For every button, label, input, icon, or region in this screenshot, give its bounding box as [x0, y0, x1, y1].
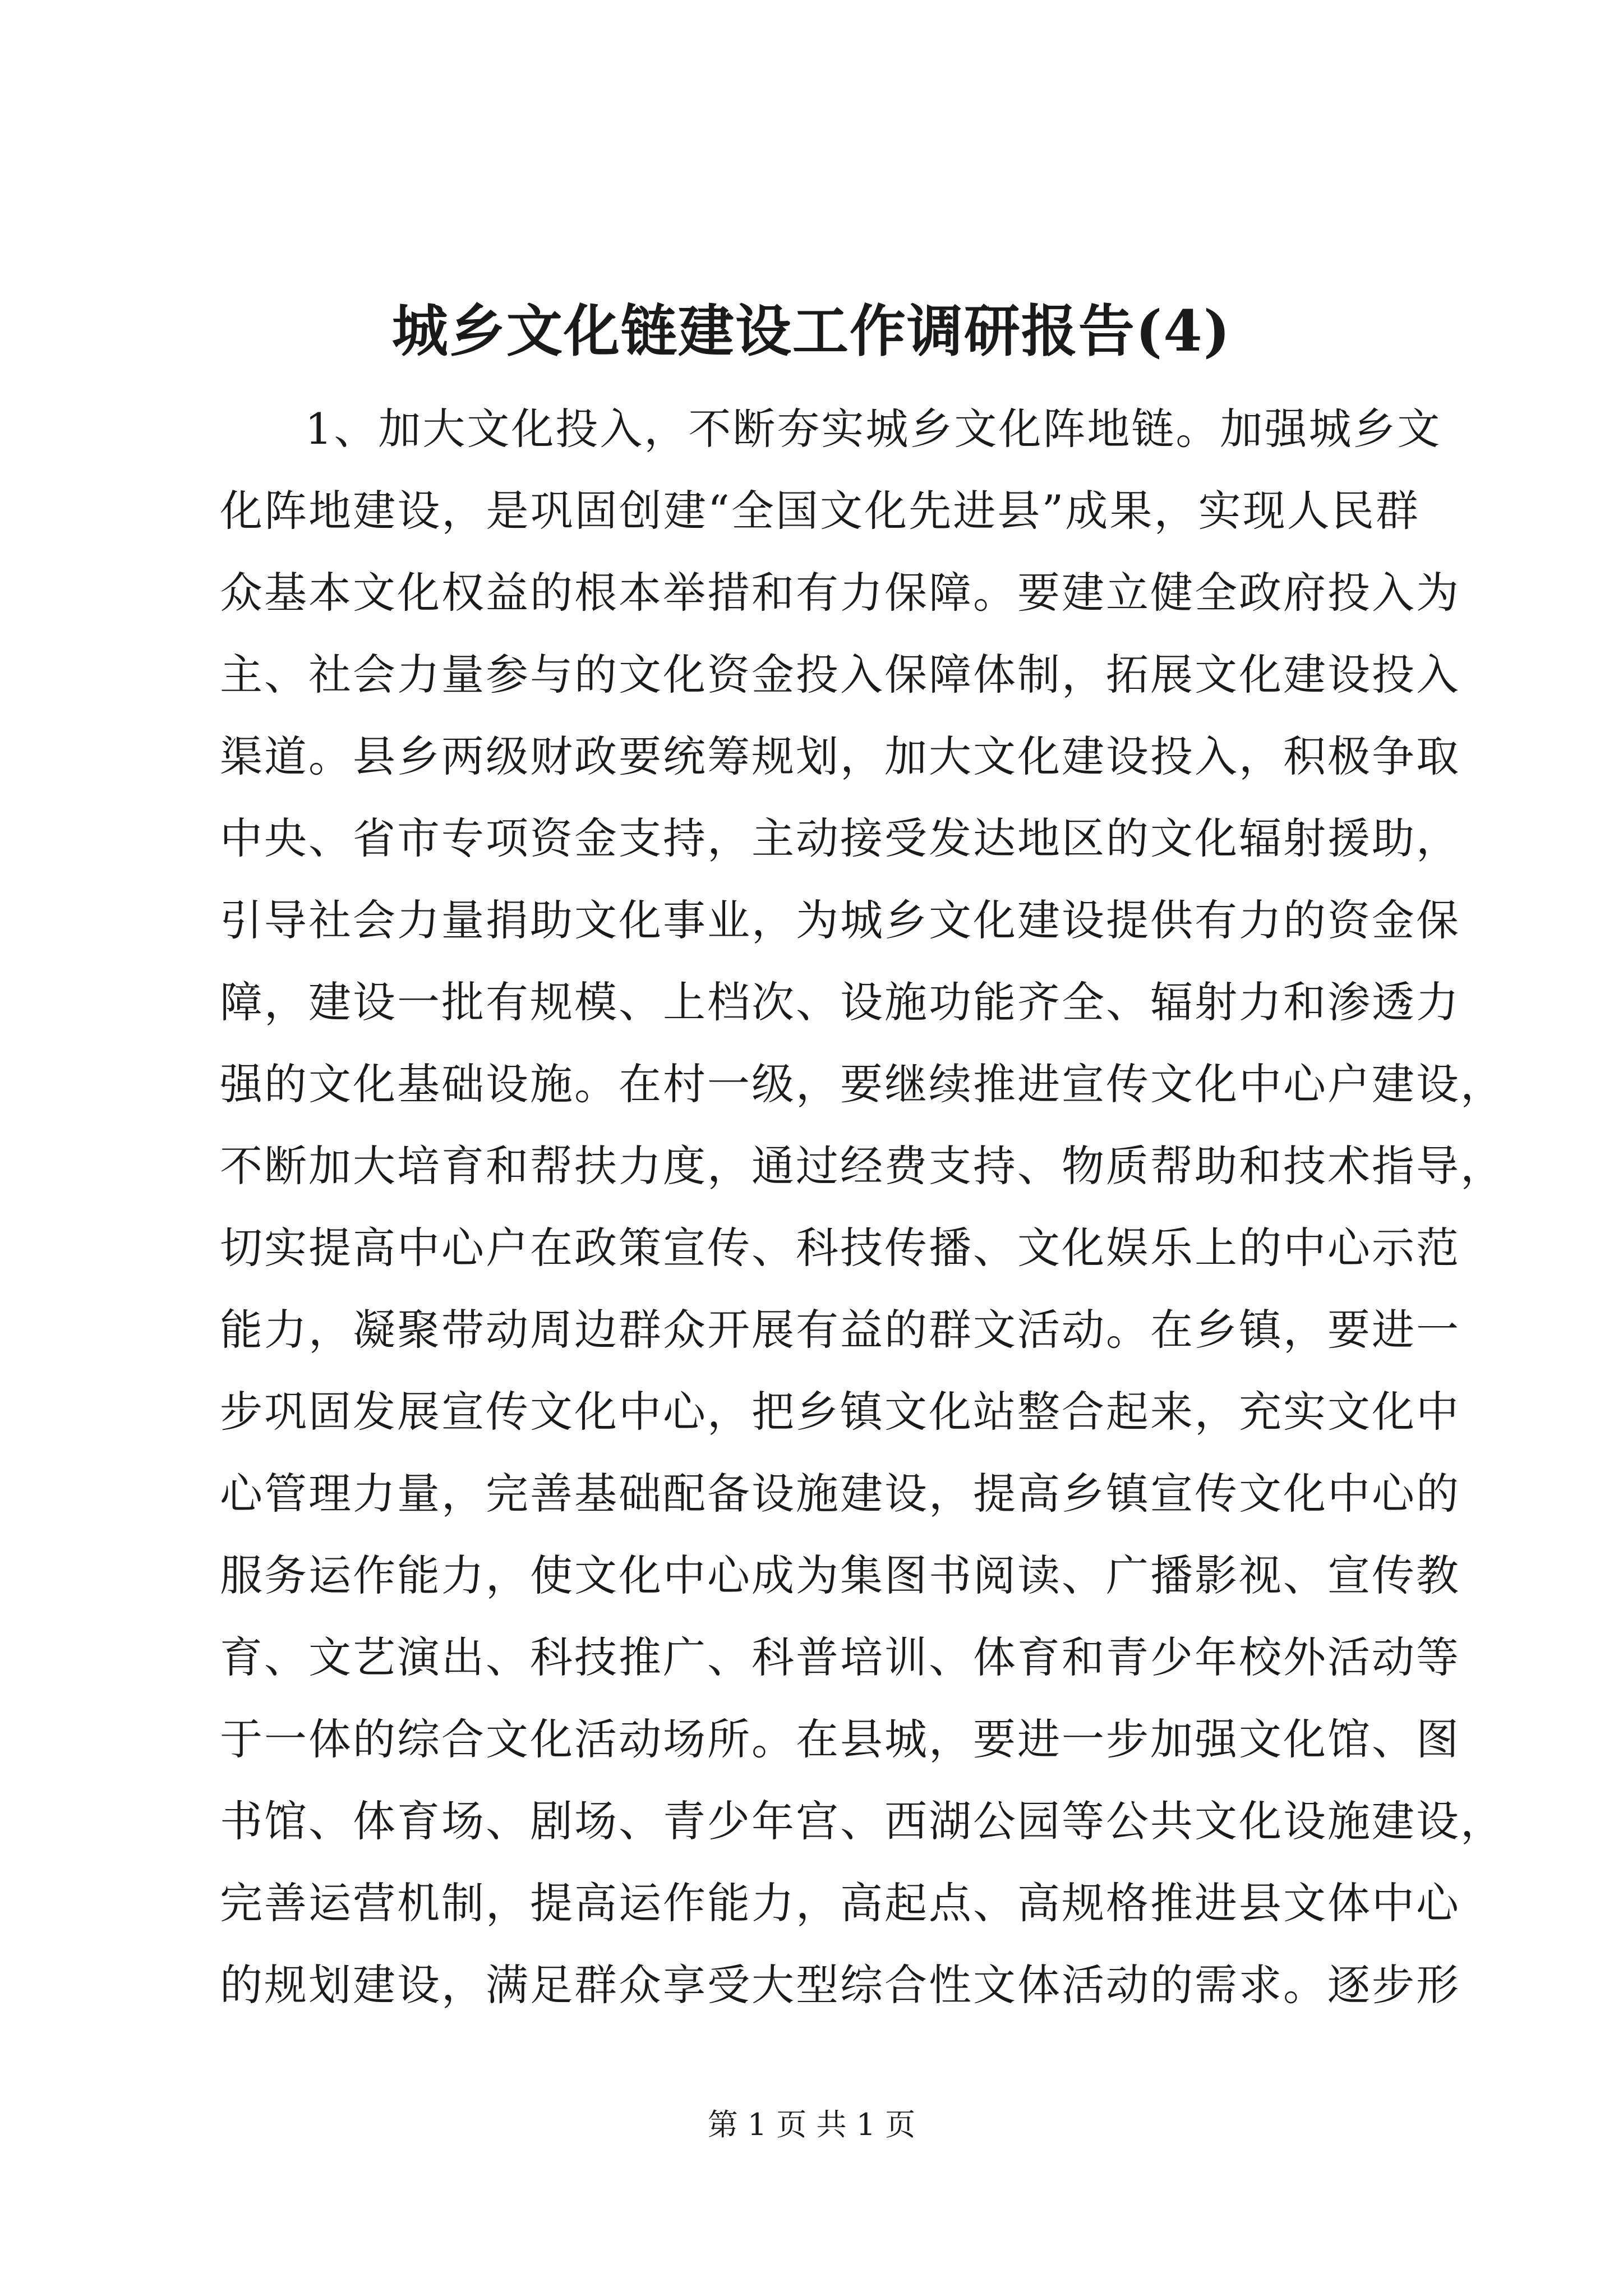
paragraph-line: 障，建设一批有规模、上档次、设施功能齐全、辐射力和渗透力 — [220, 977, 1460, 1027]
paragraph-line: 育、文艺演出、科技推广、科普培训、体育和青少年校外活动等 — [220, 1632, 1460, 1682]
paragraph-line: 众基本文化权益的根本举措和有力保障。要建立健全政府投入为 — [220, 568, 1460, 618]
paragraph-line: 化阵地建设，是巩固创建“全国文化先进县”成果，实现人民群 — [220, 486, 1420, 536]
document-title: 城乡文化链建设工作调研报告(4) — [391, 298, 1232, 364]
paragraph-line: 不断加大培育和帮扶力度，通过经费支持、物质帮助和技术指导， — [220, 1141, 1505, 1191]
body-paragraph — [220, 388, 1505, 2026]
paragraph-line: 切实提高中心户在政策宣传、科技传播、文化娱乐上的中心示范 — [220, 1223, 1460, 1273]
paragraph-line: 中央、省市专项资金支持，主动接受发达地区的文化辐射援助， — [220, 813, 1460, 863]
paragraph-line: 书馆、体育场、剧场、青少年宫、西湖公园等公共文化设施建设， — [220, 1796, 1505, 1846]
paragraph-line: 服务运作能力，使文化中心成为集图书阅读、广播影视、宣传教 — [220, 1550, 1460, 1600]
paragraph-line: 1、加大文化投入，不断夯实城乡文化阵地链。加强城乡文 — [305, 404, 1442, 454]
paragraph-line: 渠道。县乡两级财政要统筹规划，加大文化建设投入，积极争取 — [220, 731, 1460, 781]
paragraph-line: 心管理力量，完善基础配备设施建设，提高乡镇宣传文化中心的 — [220, 1469, 1460, 1519]
page-number-footer: 第 1 页 共 1 页 — [707, 2107, 916, 2142]
paragraph-line: 完善运营机制，提高运作能力，高起点、高规格推进县文体中心 — [220, 1878, 1460, 1928]
paragraph-line: 引导社会力量捐助文化事业，为城乡文化建设提供有力的资金保 — [220, 895, 1460, 945]
paragraph-line: 的规划建设，满足群众享受大型综合性文体活动的需求。逐步形 — [220, 1960, 1460, 2010]
paragraph-line: 主、社会力量参与的文化资金投入保障体制，拓展文化建设投入 — [220, 650, 1460, 700]
paragraph-line: 强的文化基础设施。在村一级，要继续推进宣传文化中心户建设， — [220, 1059, 1505, 1109]
paragraph-line: 能力，凝聚带动周边群众开展有益的群文活动。在乡镇，要进一 — [220, 1305, 1460, 1355]
paragraph-line: 于一体的综合文化活动场所。在县城，要进一步加强文化馆、图 — [220, 1714, 1460, 1764]
paragraph-line: 步巩固发展宣传文化中心，把乡镇文化站整合起来，充实文化中 — [220, 1387, 1460, 1437]
